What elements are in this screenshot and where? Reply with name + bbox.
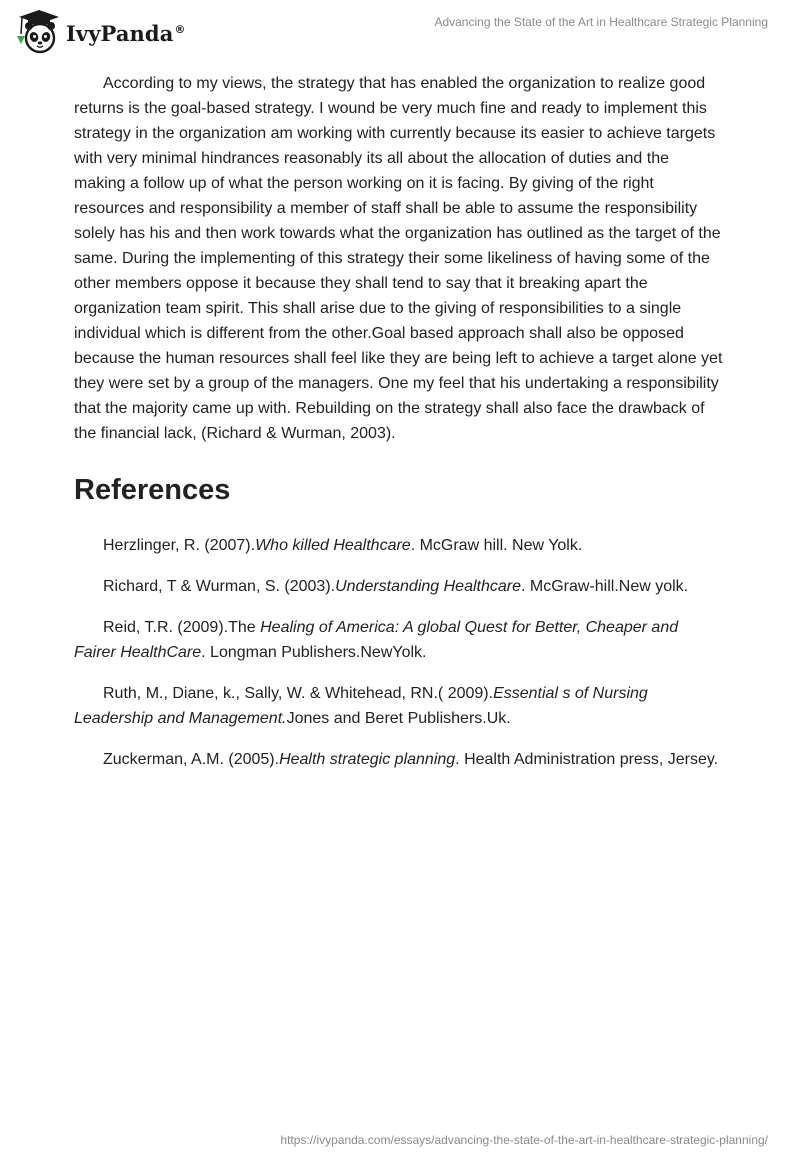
essay-content xyxy=(74,71,724,788)
panda-graduate-icon xyxy=(14,9,64,55)
reference-item: Zuckerman, A.M. (2005).Health strategic planning. Health Administration press, Jersey. xyxy=(103,751,719,768)
brand-name: IvyPanda® xyxy=(66,20,186,46)
registered-mark: ® xyxy=(174,22,186,36)
running-title: Advancing the State of the Art in Healthcare Strategic Planning xyxy=(434,15,768,29)
source-url[interactable]: https://ivypanda.com/essays/advancing-the-state-of-the-art-in-healthcare-strategic-planning/ xyxy=(280,1133,768,1147)
reference-title: Health strategic planning xyxy=(279,751,456,768)
reference-title: Understanding Healthcare xyxy=(335,578,521,595)
reference-item: Reid, T.R. (2009).The Healing of America: A global Quest for Better, Cheaper and Fairer HealthCare. Longman Publishers.NewYolk. xyxy=(74,619,679,661)
reference-item: Ruth, M., Diane, k., Sally, W. & Whitehead, RN.( 2009).Essential s of Nursing Leadership and Management.Jones and Beret Publishers.Uk. xyxy=(74,685,648,727)
reference-item: Herzlinger, R. (2007).Who killed Healthcare. McGraw hill. New Yolk. xyxy=(103,537,583,554)
references-list xyxy=(74,533,724,772)
references-heading: References xyxy=(74,474,231,506)
page-header xyxy=(0,0,800,60)
reference-title: Who killed Healthcare xyxy=(255,537,411,554)
reference-title: Essential s of Nursing Leadership and Management. xyxy=(74,685,648,727)
body-paragraph: According to my views, the strategy that has enabled the organization to realize good returns is the goal-based strategy. I wound be very much fine and ready to implement this strategy in the organization am working with currently because its easier to achieve targets with very minimal hindrances reasonably its all about the allocation of duties and the making a follow up of what the person working on it is facing. By giving of the right resources and responsibility a member of staff shall be able to assume the responsibility solely has his and then work towards what the organization has outlined as the target of the same. During the implementing of this strategy their some likeliness of having some of the other members oppose it because they shall tend to say that it breaking apart the organization team spirit. This shall arise due to the giving of responsibilities to a single individual which is different from the other.Goal based approach shall also be opposed because the human resources shall feel like they are being left to achieve a target alone yet they were set by a group of the managers. One my feel that his undertaking a responsibility that the majority came up with. Rebuilding on the strategy shall also face the drawback of the financial lack, (Richard & Wurman, 2003). xyxy=(74,75,723,442)
brand-logo[interactable] xyxy=(14,9,186,55)
reference-item: Richard, T & Wurman, S. (2003).Understanding Healthcare. McGraw-hill.New yolk. xyxy=(103,578,689,595)
reference-title: Healing of America: A global Quest for Better, Cheaper and Fairer HealthCare xyxy=(74,619,679,661)
